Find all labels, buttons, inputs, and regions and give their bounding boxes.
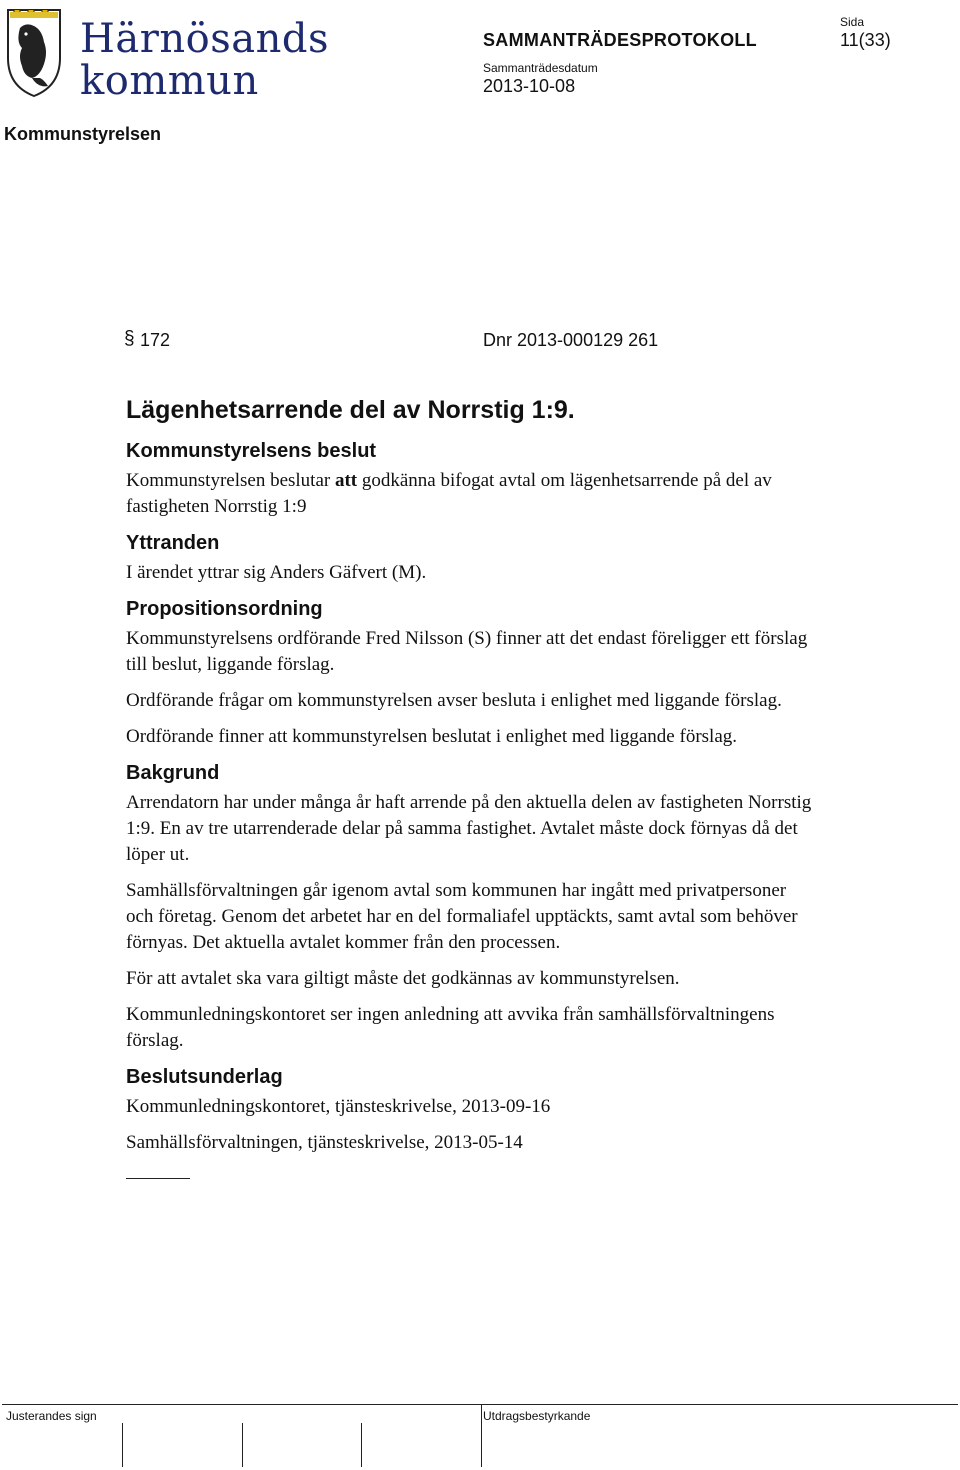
proposition-paragraph: Ordförande finner att kommunstyrelsen beslutat i enlighet med liggande förslag. — [126, 726, 737, 747]
page-number: 11(33) — [840, 30, 891, 50]
brand-line-1: Härnösands — [80, 16, 329, 62]
diary-number: Dnr 2013-000129 261 — [483, 330, 659, 350]
utdragsbestyrkande-label: Utdragsbestyrkande — [483, 1409, 591, 1423]
bakgrund-paragraph: Samhällsförvaltningen går igenom avtal som kommunen har ingått med privatpersoner och företag. Genom det arbetet har en del formaliafel upptäckts, samt avtal som behöver förnyas. Det aktuella avtalet kommer från den processen. — [126, 880, 798, 953]
coat-of-arms-icon — [4, 6, 64, 100]
section-sign: § — [124, 328, 135, 349]
proposition-paragraph: Kommunstyrelsens ordförande Fred Nilsson (S) finner att det endast föreligger ett förslag till beslut, liggande förslag. — [126, 628, 808, 675]
heading-propositionsordning: Propositionsordning — [126, 598, 323, 620]
meeting-date: 2013-10-08 — [483, 76, 576, 96]
beslutsunderlag-item: Samhällsförvaltningen, tjänsteskrivelse, 2013-05-14 — [126, 1132, 523, 1153]
signature-divider — [242, 1423, 243, 1467]
beslut-text — [126, 468, 816, 520]
organ-name: Kommunstyrelsen — [4, 124, 162, 144]
municipality-name — [80, 18, 329, 102]
signature-divider — [481, 1405, 482, 1467]
protocol-body — [126, 394, 816, 1179]
page-label: Sida — [840, 15, 865, 29]
proposition-paragraph: Ordförande frågar om kommunstyrelsen avser besluta i enlighet med liggande förslag. — [126, 690, 782, 711]
beslut-text-bold: att — [334, 470, 358, 491]
brand-line-2: kommun — [80, 58, 259, 104]
bakgrund-paragraph: Kommunledningskontoret ser ingen anledning att avvika från samhällsförvaltningens förslag. — [126, 1004, 775, 1051]
page-title: Lägenhetsarrende del av Norrstig 1:9. — [126, 396, 575, 424]
heading-beslut: Kommunstyrelsens beslut — [126, 440, 377, 462]
signature-footer — [2, 1404, 958, 1467]
signature-divider — [122, 1423, 123, 1467]
date-label: Sammanträdesdatum — [483, 61, 598, 75]
beslut-text-start: Kommunstyrelsen beslutar — [126, 470, 335, 491]
yttranden-text: I ärendet yttrar sig Anders Gäfvert (M). — [126, 562, 427, 583]
justerandes-sign-label: Justerandes sign — [6, 1409, 97, 1423]
bakgrund-paragraph: Arrendatorn har under många år haft arrende på den aktuella delen av fastigheten Norrstig 1:9. En av tre utarrenderade delar på samma fastighet. Avtalet måste dock förnyas då det löper ut. — [126, 792, 812, 865]
beslutsunderlag-item: Kommunledningskontoret, tjänsteskrivelse, 2013-09-16 — [126, 1096, 551, 1117]
heading-bakgrund: Bakgrund — [126, 762, 220, 784]
end-rule — [126, 1178, 190, 1179]
document-type: SAMMANTRÄDESPROTOKOLL — [483, 30, 757, 50]
heading-yttranden: Yttranden — [126, 532, 220, 554]
beslut-text-end: godkänna bifogat avtal om lägenhetsarrende på del av fastigheten Norrstig 1:9 — [126, 470, 772, 517]
signature-divider — [361, 1423, 362, 1467]
case-number: 172 — [140, 330, 171, 350]
heading-beslutsunderlag: Beslutsunderlag — [126, 1066, 283, 1088]
bakgrund-paragraph: För att avtalet ska vara giltigt måste det godkännas av kommunstyrelsen. — [126, 968, 680, 989]
